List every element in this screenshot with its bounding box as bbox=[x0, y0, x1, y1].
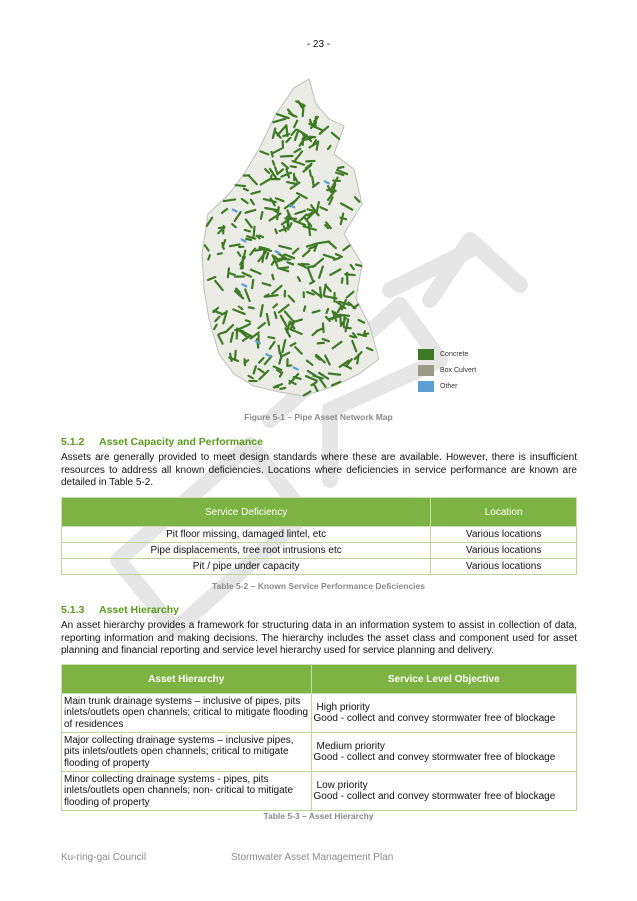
pipe-segment bbox=[279, 346, 280, 354]
pipe-segment bbox=[235, 351, 236, 360]
pipe-segment bbox=[218, 253, 222, 254]
pipe-segment bbox=[357, 355, 358, 364]
pipe-segment bbox=[259, 235, 263, 237]
section-body: An asset hierarchy provides a framework for structuring data in an information system to assist in collection of data, reporting information and making decisions. The hierarchy includes the asset class and component used for asset planning and financial reporting and service level hierarchy used for service planning and delivery. bbox=[61, 620, 577, 656]
asset-hierarchy-table bbox=[61, 664, 577, 811]
pipe-segment bbox=[252, 280, 253, 288]
legend-swatch-concrete bbox=[418, 349, 434, 360]
table-cell: Various locations bbox=[431, 527, 577, 543]
column-header: Service Deficiency bbox=[62, 498, 431, 527]
legend-item bbox=[418, 346, 476, 362]
pipe-segment bbox=[327, 309, 329, 313]
legend-item bbox=[418, 378, 476, 394]
pipe-segment bbox=[246, 320, 250, 321]
section-heading bbox=[61, 436, 263, 448]
pipe-segment bbox=[342, 278, 343, 282]
pipe-segment bbox=[309, 223, 310, 235]
legend-label: Other bbox=[440, 382, 458, 390]
legend-label: Box Culvert bbox=[440, 366, 477, 374]
pipe-segment bbox=[280, 353, 281, 358]
footer-document-title: Stormwater Asset Management Plan bbox=[231, 852, 394, 863]
pipe-segment bbox=[208, 255, 210, 259]
pipe-segment bbox=[323, 323, 324, 332]
pipe-segment bbox=[286, 125, 287, 136]
table-row bbox=[62, 733, 577, 772]
priority-text: High priority bbox=[316, 701, 370, 713]
section-title: Asset Capacity and Performance bbox=[99, 436, 263, 448]
column-header: Location bbox=[431, 498, 577, 527]
section-title: Asset Hierarchy bbox=[99, 604, 179, 616]
pipe-segment bbox=[236, 185, 245, 186]
pipe-segment bbox=[291, 166, 296, 167]
legend-item bbox=[418, 362, 476, 378]
objective-cell bbox=[311, 733, 576, 772]
pipe-segment bbox=[244, 251, 245, 257]
table-row bbox=[62, 543, 577, 559]
legend-swatch-other bbox=[418, 381, 434, 392]
map-legend bbox=[418, 346, 476, 394]
hierarchy-cell: Main trunk drainage systems – inclusive of pipes, pits inlets/outlets open channels; critical to mitigate flooding of residences bbox=[62, 694, 312, 733]
table-caption: Table 5-2 – Known Service Performance Deficiencies bbox=[212, 581, 425, 591]
table-header-row bbox=[62, 665, 577, 694]
pipe-segment bbox=[271, 175, 272, 179]
objective-text: Good - collect and convey stormwater free of blockage bbox=[313, 752, 556, 763]
pipe-segment bbox=[329, 374, 340, 375]
pipe-segment bbox=[356, 265, 361, 266]
pipe-segment bbox=[320, 287, 321, 297]
pipe-segment bbox=[318, 343, 324, 344]
deficiency-table bbox=[61, 497, 577, 575]
objective-text: Good - collect and convey stormwater free of blockage bbox=[313, 791, 556, 802]
objective-text: Good - collect and convey stormwater free of blockage bbox=[313, 713, 556, 724]
pipe-segment bbox=[344, 327, 351, 328]
pipe-segment bbox=[312, 177, 313, 185]
pipe-segment bbox=[261, 212, 263, 219]
pipe-segment bbox=[230, 273, 234, 274]
objective-cell bbox=[311, 694, 576, 733]
hierarchy-cell: Minor collecting drainage systems - pipes, pits inlets/outlets open channels; non- critical to mitigate flooding of property bbox=[62, 772, 312, 811]
pipe-segment bbox=[275, 229, 276, 233]
pipe-segment bbox=[280, 388, 285, 389]
pipe-segment bbox=[350, 336, 354, 337]
footer-council: Ku-ring-gai Council bbox=[61, 852, 147, 863]
pipe-segment bbox=[253, 227, 254, 238]
hierarchy-cell: Major collecting drainage systems – inclusive pipes, pits inlets/outlets open channels; critical to mitigate flooding of property bbox=[62, 733, 312, 772]
table-row bbox=[62, 694, 577, 733]
table-header-row bbox=[62, 498, 577, 527]
pipe-segment bbox=[281, 156, 293, 157]
table-row bbox=[62, 559, 577, 575]
table-cell: Various locations bbox=[431, 559, 577, 575]
pipe-segment bbox=[363, 331, 365, 336]
column-header: Asset Hierarchy bbox=[62, 665, 312, 694]
pipe-segment bbox=[310, 170, 311, 175]
page-number: - 23 - bbox=[306, 39, 331, 50]
pipe-segment bbox=[228, 268, 229, 277]
section-number: 5.1.3 bbox=[61, 604, 85, 616]
pipe-segment bbox=[273, 161, 274, 165]
table-cell: Pit floor missing, damaged lintel, etc bbox=[62, 527, 431, 543]
pipe-segment bbox=[304, 306, 305, 310]
pipe-segment bbox=[274, 387, 278, 388]
pipe-segment bbox=[272, 275, 273, 279]
table-row bbox=[62, 772, 577, 811]
legend-swatch-box-culvert bbox=[418, 365, 434, 376]
table-cell: Pipe displacements, tree root intrusions etc bbox=[62, 543, 431, 559]
pipe-segment bbox=[303, 105, 304, 116]
table-cell: Pit / pipe under capacity bbox=[62, 559, 431, 575]
pipe-segment bbox=[308, 209, 313, 210]
section-number: 5.1.2 bbox=[61, 436, 85, 448]
pipe-segment bbox=[245, 230, 250, 232]
column-header: Service Level Objective bbox=[311, 665, 576, 694]
objective-cell bbox=[311, 772, 576, 811]
table-row bbox=[62, 527, 577, 543]
table-caption: Table 5-3 – Asset Hierarchy bbox=[263, 811, 374, 821]
section-body: Assets are generally provided to meet design standards where these are available. However, there is insufficient resources to address all known deficiencies. Locations where deficiencies in service performance are known are detailed in Table 5-2. bbox=[61, 452, 577, 488]
section-heading bbox=[61, 604, 179, 616]
legend-label: Concrete bbox=[440, 350, 469, 358]
pipe-segment bbox=[338, 167, 343, 168]
pipe-segment bbox=[246, 239, 251, 240]
pipe-segment bbox=[249, 307, 254, 308]
pipe-segment bbox=[268, 337, 274, 338]
pipe-segment bbox=[340, 316, 341, 324]
table-cell: Various locations bbox=[431, 543, 577, 559]
priority-text: Low priority bbox=[316, 779, 368, 791]
priority-text: Medium priority bbox=[316, 740, 385, 752]
figure-caption: Figure 5-1 – Pipe Asset Network Map bbox=[244, 412, 393, 422]
